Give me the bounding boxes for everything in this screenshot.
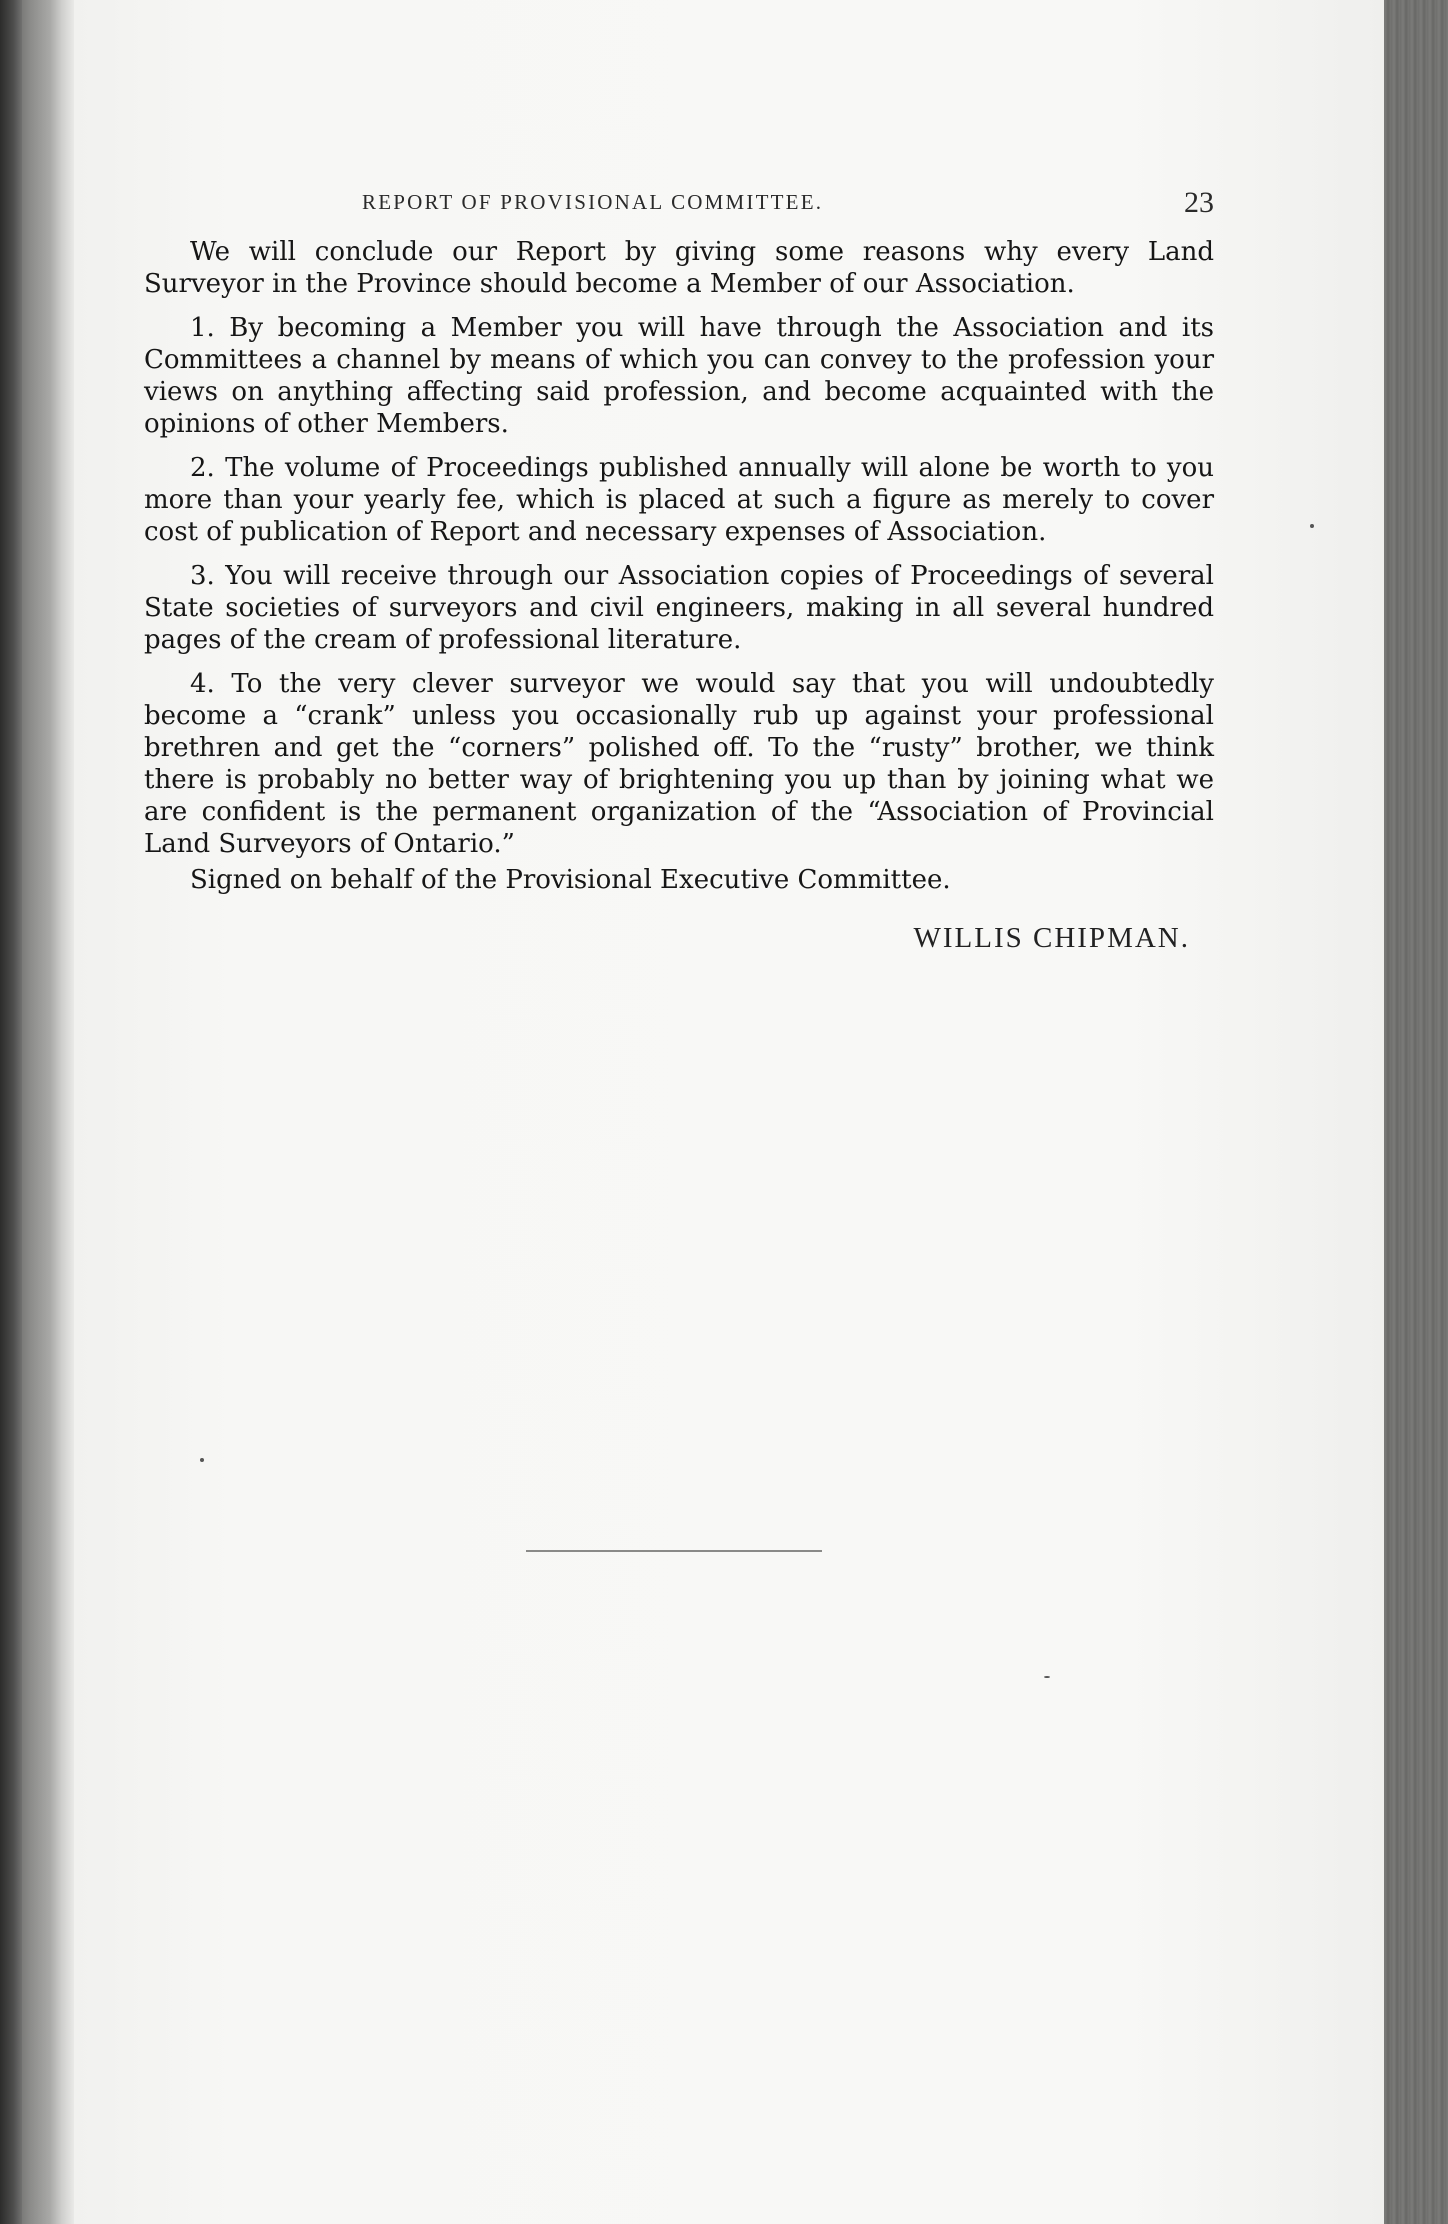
intro-paragraph: We will conclude our Report by giving some reasons why every Land Surveyor in the Province should become a Member of our Association. <box>144 237 1214 299</box>
dust-speck <box>1044 1676 1050 1678</box>
dust-speck <box>1310 524 1314 528</box>
book-page <box>74 0 1384 2224</box>
reason-3-paragraph: 3. You will receive through our Association copies of Proceedings of several State societies of surveyors and civil engineers, making in all several hundred pages of the cream of professional literature. <box>144 561 1214 655</box>
reason-1-paragraph: 1. By becoming a Member you will have through the Association and its Committees a channel by means of which you can convey to the profession your views on anything affecting said profession, and become acquainted with the opinions of other Members. <box>144 313 1214 439</box>
background-board <box>1382 0 1448 2224</box>
running-title: REPORT OF PROVISIONAL COMMITTEE. <box>362 190 824 214</box>
reason-4-paragraph: 4. To the very clever surveyor we would say that you will undoubtedly become a “crank” unless you occasionally rub up against your professional brethren and get the “corners” polished off. To the “rusty” brother, we think there is probably no better way of brightening you up than by joining what we are confident is the permanent organization of the “Association of Provincial Land Surveyors of Ontario.” <box>144 669 1214 859</box>
page-number: 23 <box>1184 186 1214 219</box>
dust-speck <box>200 1458 204 1462</box>
end-rule <box>526 1550 822 1552</box>
page-content <box>144 180 1214 955</box>
reason-2-paragraph: 2. The volume of Proceedings published annually will alone be worth to you more than your yearly fee, which is placed at such a figure as merely to cover cost of publication of Report and necessary expenses of Association. <box>144 453 1214 547</box>
signature: WILLIS CHIPMAN. <box>913 922 1190 954</box>
closing-line: Signed on behalf of the Provisional Executive Committee. <box>190 865 951 895</box>
binding-edge <box>0 0 22 2224</box>
running-header <box>144 180 1214 230</box>
